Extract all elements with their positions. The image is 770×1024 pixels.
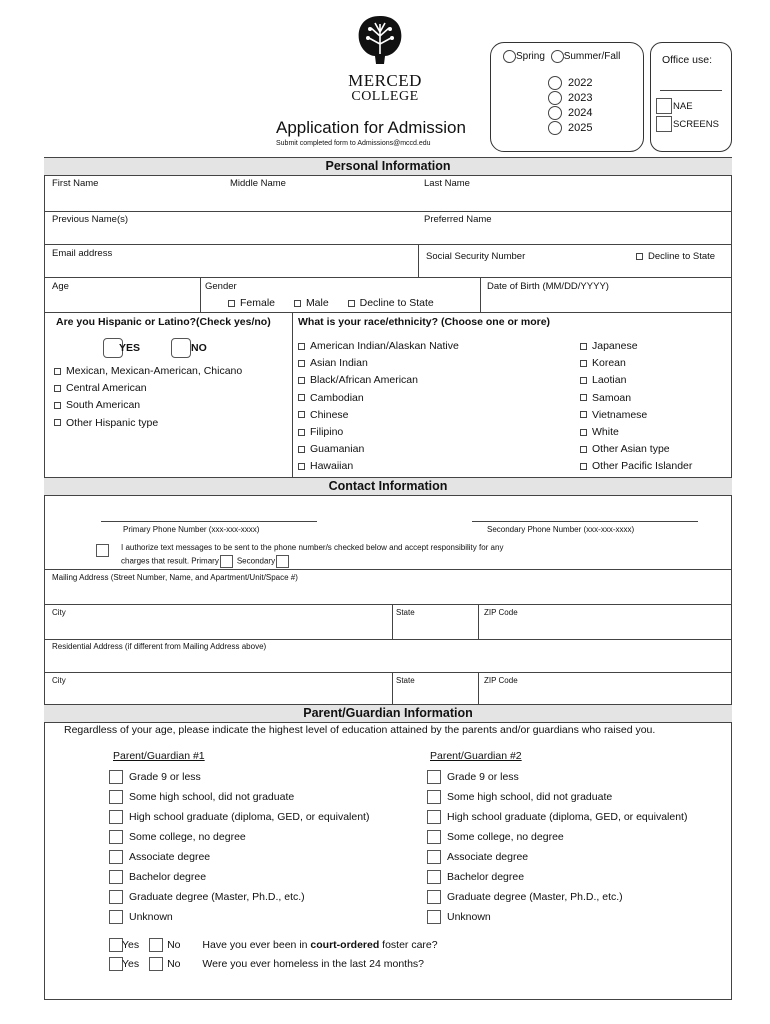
mailing-address-field[interactable] [48,584,728,603]
race-checkbox[interactable] [580,377,587,384]
race-option[interactable] [580,338,692,355]
race-label: Chinese [310,408,349,421]
term-summer-fall-radio[interactable] [551,50,564,63]
decline-ssn-option[interactable] [636,251,715,262]
homeless-no-checkbox[interactable] [149,957,163,971]
education-checkbox[interactable] [109,810,123,824]
preferred-name-label: Preferred Name [424,214,492,225]
education-option[interactable] [427,787,687,807]
hispanic-type-checkbox[interactable] [54,419,61,426]
education-option[interactable] [427,907,687,927]
hispanic-type-label: Mexican, Mexican-American, Chicano [66,365,243,377]
year-2022-radio[interactable] [548,76,562,90]
race-option[interactable] [580,390,692,407]
gender-decline-checkbox[interactable] [348,300,355,307]
guardian1-education-list [109,767,369,927]
hispanic-type-item[interactable] [54,363,242,380]
page-subtitle: Submit completed form to Admissions@mccd.edu [276,140,431,147]
education-label: Some college, no degree [129,831,246,843]
race-option[interactable] [298,441,459,458]
race-label: White [592,425,619,438]
state-field[interactable] [395,620,475,638]
gender-label: Gender [205,281,237,292]
preferred-name-field[interactable] [420,226,728,243]
race-label: Guamanian [310,443,365,456]
zip-label: ZIP Code [484,608,518,617]
hispanic-question: Are you Hispanic or Latino?(Check yes/no) [56,316,271,328]
guardian2-heading: Parent/Guardian #2 [430,750,522,762]
first-name-field[interactable] [48,190,218,210]
gender-decline-label: Decline to State [359,297,434,309]
year-options [548,76,592,136]
education-label: Some high school, did not graduate [129,791,295,803]
hispanic-type-label: South American [66,399,141,412]
education-checkbox[interactable] [109,790,123,804]
race-label: Japanese [592,340,638,352]
term-spring-label: Spring [516,51,545,63]
hispanic-type-checkbox[interactable] [54,385,61,392]
race-list-col1 [298,338,459,476]
office-use-label: Office use: [662,54,712,66]
hispanic-no-option[interactable] [171,338,207,358]
education-option[interactable] [109,767,369,787]
education-option[interactable] [427,847,687,867]
race-option[interactable] [580,458,692,475]
primary-phone-line [101,521,317,522]
race-checkbox[interactable] [580,394,587,401]
education-option[interactable] [109,867,369,887]
education-label: Some high school, did not graduate [447,791,613,803]
personal-info-heading: Personal Information [44,157,732,176]
education-checkbox[interactable] [427,790,441,804]
race-label: Other Pacific Islander [592,460,693,473]
education-label: Unknown [447,911,491,923]
tree-logo-icon [355,14,405,66]
race-option[interactable] [298,458,459,475]
hispanic-yes-label: YES [119,341,141,354]
age-label: Age [52,281,69,292]
race-option[interactable] [298,372,459,389]
race-label: Korean [592,357,626,370]
residential-address-field[interactable] [48,654,728,671]
parent-info-heading: Parent/Guardian Information [44,704,732,723]
year-2025-radio[interactable] [548,121,562,135]
hispanic-type-item[interactable] [54,415,242,432]
education-label: Bachelor degree [129,871,207,883]
education-option[interactable] [109,887,369,907]
education-label: Grade 9 or less [447,771,519,783]
race-checkbox[interactable] [298,343,305,350]
race-label: Hawaiian [310,460,354,473]
year-2025-label: 2025 [568,122,593,134]
race-label: Vietnamese [592,408,648,421]
education-option[interactable] [109,827,369,847]
residential-state-field[interactable] [395,688,475,704]
primary-phone-label: Primary Phone Number (xxx-xxx-xxxx) [123,525,260,534]
education-checkbox[interactable] [427,850,441,864]
race-option[interactable] [580,407,692,424]
education-checkbox[interactable] [109,870,123,884]
education-option[interactable] [109,847,369,867]
education-option[interactable] [427,827,687,847]
education-label: Graduate degree (Master, Ph.D., etc.) [129,891,305,903]
race-label: Black/African American [310,374,418,387]
education-option[interactable] [109,807,369,827]
homeless-question [109,955,424,973]
gender-decline-option[interactable] [348,297,434,309]
middle-name-field[interactable] [228,190,418,210]
race-checkbox[interactable] [580,446,587,453]
zip-field[interactable] [481,620,728,638]
year-2024-radio[interactable] [548,106,562,120]
race-label: Filipino [310,425,344,438]
previous-names-field[interactable] [48,226,418,243]
education-option[interactable] [109,787,369,807]
education-label: High school graduate (diploma, GED, or equivalent) [129,811,370,823]
last-name-field[interactable] [420,190,728,210]
race-option[interactable] [580,355,692,372]
hispanic-type-list [54,363,242,432]
primary-text-label: Primary [191,556,219,566]
education-label: Associate degree [447,851,529,863]
race-label: Asian Indian [310,357,368,370]
residential-address-label: Residential Address (if different from Mailing Address above) [52,642,267,651]
contact-info-heading: Contact Information [44,477,732,496]
city-label: City [52,608,66,617]
ssn-label: Social Security Number [426,251,526,262]
foster-yes-label: Yes [122,939,140,951]
race-option[interactable] [298,355,459,372]
race-checkbox[interactable] [580,360,587,367]
homeless-yes-label: Yes [122,958,140,970]
secondary-text-label: Secondary [236,556,276,566]
race-checkbox[interactable] [298,394,305,401]
race-checkbox[interactable] [580,429,587,436]
race-option[interactable] [298,338,459,355]
first-name-label: First Name [52,178,99,189]
year-2024-label: 2024 [568,107,593,119]
email-field[interactable] [48,260,414,276]
gender-options [228,297,434,309]
education-option[interactable] [427,867,687,887]
foster-care-question [109,936,438,954]
secondary-phone-field[interactable] [472,503,698,520]
hispanic-no-label: NO [191,341,207,354]
education-option[interactable] [109,907,369,927]
secondary-phone-label: Secondary Phone Number (xxx-xxx-xxxx) [487,525,635,534]
hispanic-type-label: Other Hispanic type [66,416,159,429]
college-logo [355,14,405,66]
year-2023-radio[interactable] [548,91,562,105]
term-summer-fall-label: Summer/Fall [563,51,621,63]
state-label: State [396,608,415,617]
race-checkbox[interactable] [298,377,305,384]
office-use-items [656,98,719,134]
gender-female-label: Female [240,297,276,309]
email-label: Email address [52,248,113,259]
race-question: What is your race/ethnicity? (Choose one or more) [298,316,551,328]
education-label: Grade 9 or less [129,771,201,783]
residential-city-label: City [52,676,66,685]
hispanic-type-item[interactable] [54,397,242,414]
gender-female-checkbox[interactable] [228,300,235,307]
hispanic-type-checkbox[interactable] [54,368,61,375]
education-label: Some college, no degree [447,831,564,843]
race-checkbox[interactable] [580,411,587,418]
race-checkbox[interactable] [298,360,305,367]
residential-zip-label: ZIP Code [484,676,518,685]
last-name-label: Last Name [424,178,470,189]
decline-ssn-checkbox[interactable] [636,253,643,260]
foster-care-text-bold: court-ordered [310,939,380,951]
race-checkbox[interactable] [298,463,305,470]
race-option[interactable] [580,372,692,389]
middle-name-label: Middle Name [230,178,286,189]
race-label: Samoan [592,391,632,404]
education-checkbox[interactable] [427,910,441,924]
race-label: American Indian/Alaskan Native [310,340,459,352]
gender-male-checkbox[interactable] [294,300,301,307]
hispanic-yes-option[interactable] [103,338,140,358]
foster-care-text-post: foster care? [379,939,438,951]
college-name-line1: MERCED [348,71,422,90]
education-checkbox[interactable] [109,910,123,924]
hispanic-type-item[interactable] [54,380,242,397]
education-label: Unknown [129,911,173,923]
race-checkbox[interactable] [298,429,305,436]
education-checkbox[interactable] [109,850,123,864]
gender-female-option[interactable] [228,297,275,309]
race-option[interactable] [298,390,459,407]
education-checkbox[interactable] [427,890,441,904]
previous-names-label: Previous Name(s) [52,214,129,225]
residential-zip-field[interactable] [481,688,728,704]
foster-no-label: No [167,939,181,951]
education-label: Bachelor degree [447,871,525,883]
authorize-text-line2 [121,555,289,568]
nae-label: NAE [673,101,693,112]
year-2022-label: 2022 [568,77,593,89]
education-checkbox[interactable] [427,870,441,884]
foster-yes-checkbox[interactable] [109,938,123,952]
education-option[interactable] [427,807,687,827]
college-name-line2: COLLEGE [351,89,419,104]
residential-city-field[interactable] [48,688,388,704]
education-label: High school graduate (diploma, GED, or equivalent) [447,811,688,823]
race-list-col2 [580,338,692,476]
race-option[interactable] [580,441,692,458]
education-checkbox[interactable] [109,890,123,904]
year-2023-label: 2023 [568,92,593,104]
screens-checkbox[interactable] [656,116,672,132]
decline-ssn-label: Decline to State [648,251,716,262]
education-checkbox[interactable] [427,810,441,824]
nae-checkbox[interactable] [656,98,672,114]
parent-instructions: Regardless of your age, please indicate the highest level of education attained by the parents and/or guardians who raised you. [64,724,656,736]
race-option[interactable] [580,424,692,441]
education-label: Associate degree [129,851,211,863]
race-option[interactable] [298,407,459,424]
foster-care-text-pre: Have you ever been in [202,939,311,951]
homeless-yes-checkbox[interactable] [109,957,123,971]
foster-care-text [202,939,437,951]
authorize-text-checkbox[interactable] [96,542,109,560]
guardian1-heading: Parent/Guardian #1 [113,750,205,762]
residential-state-label: State [396,676,415,685]
screens-label: SCREENS [673,119,719,130]
page-title: Application for Admission [276,118,466,137]
college-name [330,72,440,104]
gender-male-label: Male [305,297,329,309]
office-use-line [660,90,722,91]
hispanic-type-label: Central American [66,382,147,395]
guardian2-education-list [427,767,687,927]
education-checkbox[interactable] [109,770,123,784]
primary-phone-field[interactable] [101,503,317,520]
education-checkbox[interactable] [427,830,441,844]
hispanic-type-checkbox[interactable] [54,402,61,409]
homeless-no-label: No [167,958,181,970]
race-checkbox[interactable] [580,463,587,470]
gender-male-option[interactable] [294,297,329,309]
term-spring-radio[interactable] [503,50,516,63]
race-label: Cambodian [310,391,364,404]
hispanic-no-checkbox[interactable] [171,338,191,358]
race-checkbox[interactable] [298,446,305,453]
race-checkbox[interactable] [298,411,305,418]
education-checkbox[interactable] [109,830,123,844]
mailing-address-label: Mailing Address (Street Number, Name, and Apartment/Unit/Space #) [52,573,298,582]
city-field[interactable] [48,620,388,638]
homeless-text: Were you ever homeless in the last 24 months? [202,958,425,970]
race-checkbox[interactable] [580,343,587,350]
race-label: Laotian [592,374,627,387]
secondary-phone-line [472,521,698,522]
dob-label: Date of Birth (MM/DD/YYYY) [487,281,609,292]
education-option[interactable] [427,887,687,907]
education-option[interactable] [427,767,687,787]
race-option[interactable] [298,424,459,441]
authorize-text-line2-label: charges that result. [121,556,190,566]
secondary-text-checkbox[interactable] [276,555,289,568]
education-label: Graduate degree (Master, Ph.D., etc.) [447,891,623,903]
race-label: Other Asian type [592,443,670,456]
term-options [503,50,620,63]
authorize-text-line1: I authorize text messages to be sent to the phone number/s checked below and accept responsibility for any [121,543,504,552]
primary-text-checkbox[interactable] [220,555,233,568]
education-checkbox[interactable] [427,770,441,784]
foster-no-checkbox[interactable] [149,938,163,952]
